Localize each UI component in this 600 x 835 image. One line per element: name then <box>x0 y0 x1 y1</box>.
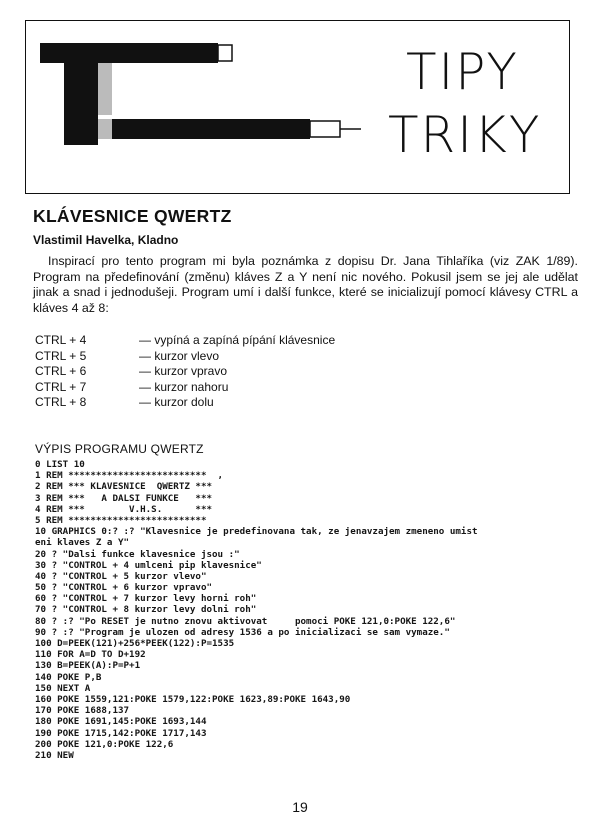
page-number: 19 <box>292 799 308 815</box>
logo-text-tipy: TIPY <box>406 43 519 101</box>
code-line: eni klaves Z a Y" <box>35 537 130 549</box>
article-intro: Inspirací pro tento program mi byla poznámka z dopisu Dr. Jana Tihlaříka (viz ZAK 1/89). Program na předefinování (změnu) kláves Z a Y není nic nového. Pokusil jsem se jej ale udělat jinak a snad i jednodušeji. Program umí i další funkce, které se inicializují pomocí klávesy CTRL a kláves 4 až 8: <box>33 254 578 315</box>
code-line: 130 B=PEEK(A):P=P+1 <box>35 660 141 672</box>
code-line: 170 POKE 1688,137 <box>35 705 130 717</box>
code-line: 180 POKE 1691,145:POKE 1693,144 <box>35 716 207 728</box>
program-listing <box>35 459 585 761</box>
code-line: 50 ? "CONTROL + 6 kurzor vpravo" <box>35 582 213 594</box>
key-description: — kurzor vlevo <box>139 348 220 363</box>
code-line: 80 ? :? "Po RESET je nutno znovu aktivovat pomoci POKE 121,0:POKE 122,6" <box>35 615 456 627</box>
article-title: KLÁVESNICE QWERTZ <box>33 206 232 226</box>
code-line: 30 ? "CONTROL + 4 umlceni pip klavesnice" <box>35 559 262 571</box>
code-line: 40 ? "CONTROL + 5 kurzor vlevo" <box>35 570 207 582</box>
key-combo: CTRL + 6 <box>35 364 87 378</box>
code-line: 200 POKE 121,0:POKE 122,6 <box>35 738 174 750</box>
logo-text-triky: TRIKY <box>388 106 542 164</box>
code-line: 150 NEXT A <box>35 682 91 694</box>
code-line: 0 LIST 10 <box>35 459 85 470</box>
code-line: 210 NEW <box>35 749 74 761</box>
code-line: 3 REM *** A DALSI FUNKCE *** <box>35 492 213 504</box>
key-combo: CTRL + 4 <box>35 333 87 347</box>
key-combo: CTRL + 8 <box>35 395 87 409</box>
code-line: 1 REM ************************* , <box>35 470 224 482</box>
code-line: 60 ? "CONTROL + 7 kurzor levy horni roh" <box>35 593 257 605</box>
key-description: — vypíná a zapíná pípání klávesnice <box>139 333 336 347</box>
article-author: Vlastimil Havelka, Kladno <box>33 233 179 247</box>
code-line: 10 GRAPHICS 0:? :? "Klavesnice je predefinovana tak, ze jenavzajem zmeneno umist <box>35 526 478 538</box>
code-line: 2 REM *** KLAVESNICE QWERTZ *** <box>35 481 213 493</box>
listing-title: VÝPIS PROGRAMU QWERTZ <box>35 442 204 456</box>
code-line: 4 REM *** V.H.S. *** <box>35 503 213 515</box>
code-line: 160 POKE 1559,121:POKE 1579,122:POKE 1623,89:POKE 1643,90 <box>35 693 351 705</box>
code-line: 110 FOR A=D TO D+192 <box>35 649 146 661</box>
code-line: 190 POKE 1715,142:POKE 1717,143 <box>35 727 207 739</box>
key-combo: CTRL + 5 <box>35 348 87 363</box>
code-line: 140 POKE P,B <box>35 671 102 683</box>
code-line: 90 ? :? "Program je ulozen od adresy 1536 a po inicializaci se sam vymaze." <box>35 626 450 638</box>
key-description: — kurzor dolu <box>139 395 214 409</box>
header-box <box>25 20 570 194</box>
code-line: 70 ? "CONTROL + 8 kurzor levy dolni roh" <box>35 604 257 616</box>
code-line: 5 REM ************************* <box>35 514 207 526</box>
code-line: 20 ? "Dalsi funkce klavesnice jsou :" <box>35 548 240 560</box>
code-line: 100 D=PEEK(121)+256*PEEK(122):P=1535 <box>35 638 235 649</box>
key-combo: CTRL + 7 <box>35 379 87 394</box>
key-description: — kurzor nahoru <box>139 379 229 394</box>
key-description: — kurzor vpravo <box>139 364 228 378</box>
